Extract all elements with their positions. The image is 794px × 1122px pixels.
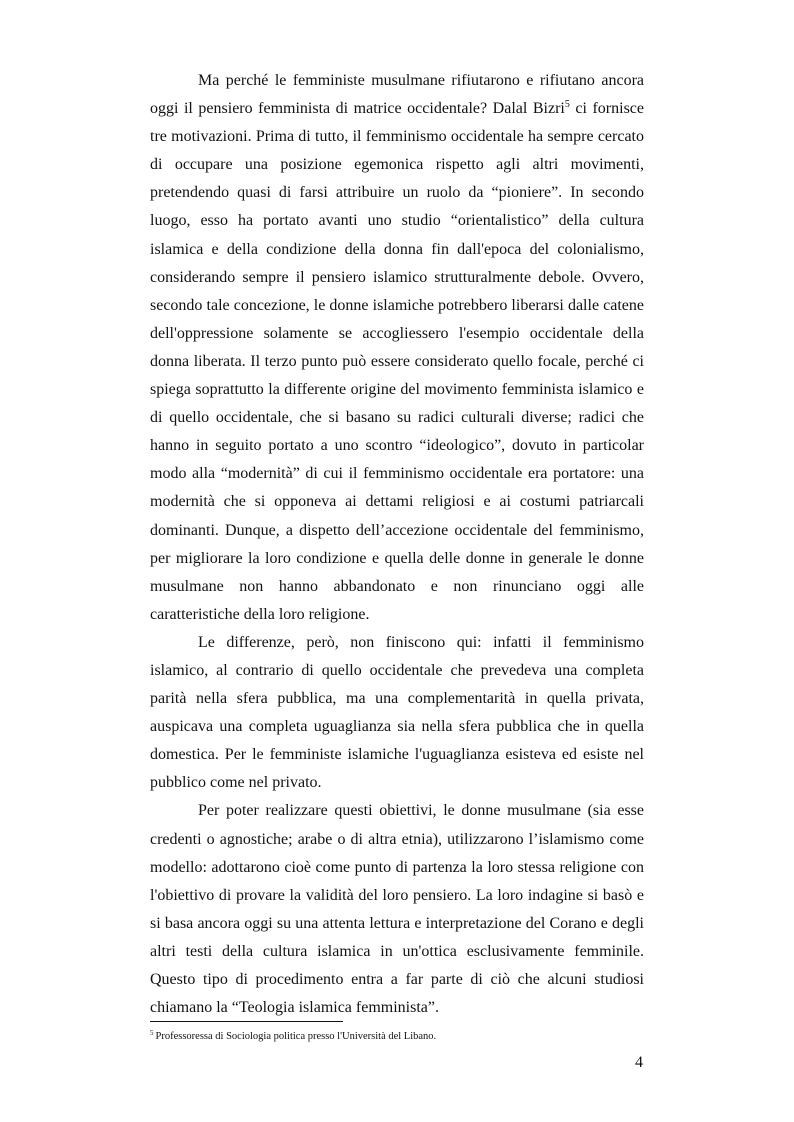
paragraph-1 <box>150 67 644 629</box>
footnote-text: Professoressa di Sociologia politica presso l'Università del Libano. <box>155 1031 437 1042</box>
paragraph-1-before: Ma perché le femministe musulmane rifiutarono e rifiutano ancora oggi il pensiero femminista di matrice occidentale? Dalal Bizri <box>150 72 644 118</box>
footnote-separator <box>150 1021 343 1022</box>
page-number: 4 <box>635 1054 643 1071</box>
paragraph-3: Per poter realizzare questi obiettivi, le donne musulmane (sia esse credenti o agnostiche; arabe o di altra etnia), utilizzarono l’islamismo come modello: adottarono cioè come punto di partenza la loro stessa religione con l'obiettivo di provare la validità del loro pensiero. La loro indagine si basò e si basa ancora oggi su una attenta lettura e interpretazione del Corano e degli altri testi della cultura islamica in un'ottica esclusivamente femminile. Questo tipo di procedimento entra a far parte di ciò che alcuni studiosi chiamano la “Teologia islamica femminista”. <box>150 802 644 1017</box>
paragraph-2: Le differenze, però, non finiscono qui: infatti il femminismo islamico, al contrario di quello occidentale che prevedeva una completa parità nella sfera pubblica, ma una complementarità in quella privata, auspicava una completa uguaglianza sia nella sfera pubblica che in quella domestica. Per le femministe islamiche l'uguaglianza esisteva ed esiste nel pubblico come nel privato. <box>150 633 644 792</box>
page-body <box>150 67 644 1022</box>
footnote <box>150 1030 644 1044</box>
footnote-number: 5 <box>150 1029 154 1037</box>
footnote-reference: 5 <box>564 99 570 111</box>
paragraph-1-after: ci fornisce tre motivazioni. Prima di tutto, il femminismo occidentale ha sempre cercato di occupare una posizione egemonica rispetto agli altri movimenti, pretendendo quasi di farsi attribuire un ruolo da “pioniere”. In secondo luogo, esso ha portato avanti uno studio “orientalistico” della cultura islamica e della condizione della donna fin dall'epoca del colonialismo, considerando sempre il pensiero islamico strutturalmente debole. Ovvero, secondo tale concezione, le donne islamiche potrebbero liberarsi dalle catene dell'oppressione solamente se accogliessero l'esempio occidentale della donna liberata. Il terzo punto può essere considerato quello focale, perché ci spiega soprattutto la differente origine del movimento femminista islamico e di quello occidentale, che si basano su radici culturali diverse; radici che hanno in seguito portato a uno scontro “ideologico”, dovuto in particolar modo alla “modernità” di cui il femminismo occidentale era portatore: una modernità che si opponeva ai dettami religiosi e ai costumi patriarcali dominanti. Dunque, a dispetto dell’accezione occidentale del femminismo, per migliorare la loro condizione e quella delle donne in generale le donne musulmane non hanno abbandonato e non rinunciano oggi alle caratteristiche della loro religione. <box>150 100 644 623</box>
